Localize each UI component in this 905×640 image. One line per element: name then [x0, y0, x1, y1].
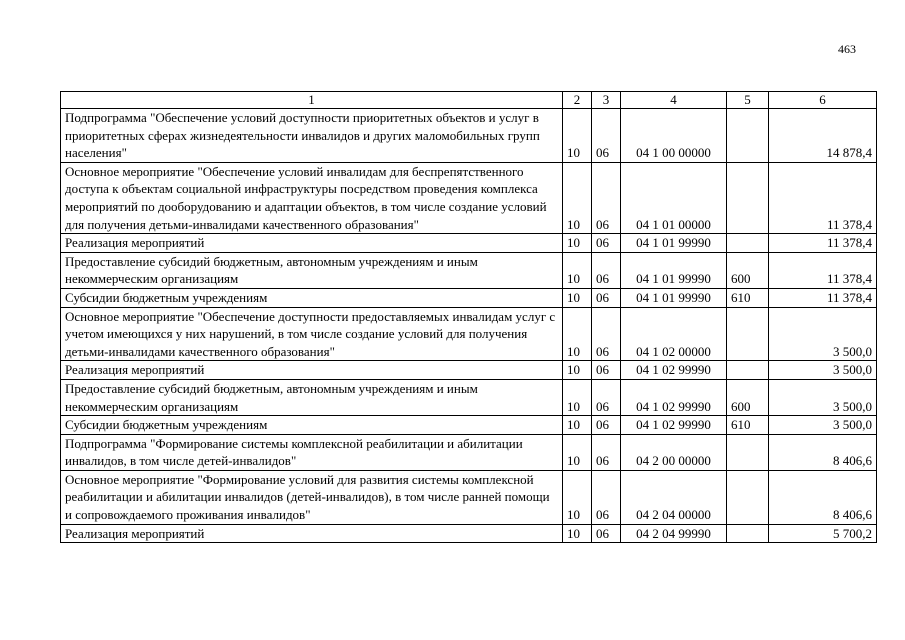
- amount-cell: 8 406,6: [769, 470, 877, 524]
- row-name-cell: Реализация мероприятий: [61, 234, 563, 253]
- row-name-cell: Предоставление субсидий бюджетным, автономным учреждениям и иным некоммерческим организациям: [61, 379, 563, 415]
- row-name-cell: Субсидии бюджетным учреждениям: [61, 416, 563, 435]
- subsection-code-cell: 06: [592, 162, 621, 233]
- table-row: [61, 234, 877, 253]
- target-article-cell: 04 1 02 99990: [621, 379, 727, 415]
- target-article-cell: 04 1 01 99990: [621, 234, 727, 253]
- section-code-cell: 10: [563, 379, 592, 415]
- expense-type-cell: 600: [727, 379, 769, 415]
- table-row: [61, 434, 877, 470]
- target-article-cell: 04 1 01 99990: [621, 288, 727, 307]
- row-name-cell: Основное мероприятие "Обеспечение доступности предоставляемых инвалидам услуг с учетом имеющихся у них нарушений, в том числе создание условий для получения детьми-инвалидами качественного образования": [61, 307, 563, 361]
- expense-type-cell: 610: [727, 416, 769, 435]
- table-row: [61, 416, 877, 435]
- table-row: [61, 361, 877, 380]
- target-article-cell: 04 1 02 99990: [621, 361, 727, 380]
- table-row: [61, 162, 877, 233]
- section-code-cell: 10: [563, 524, 592, 543]
- table-row: [61, 524, 877, 543]
- table-row: [61, 379, 877, 415]
- row-name-cell: Подпрограмма "Формирование системы комплексной реабилитации и абилитации инвалидов, в том числе детей-инвалидов": [61, 434, 563, 470]
- amount-cell: 3 500,0: [769, 307, 877, 361]
- column-header: 1: [61, 92, 563, 109]
- expense-type-cell: [727, 524, 769, 543]
- expense-type-cell: [727, 234, 769, 253]
- subsection-code-cell: 06: [592, 307, 621, 361]
- row-name-cell: Подпрограмма "Обеспечение условий доступности приоритетных объектов и услуг в приоритетных сферах жизнедеятельности инвалидов и других маломобильных групп населения": [61, 109, 563, 163]
- section-code-cell: 10: [563, 288, 592, 307]
- target-article-cell: 04 2 04 99990: [621, 524, 727, 543]
- subsection-code-cell: 06: [592, 470, 621, 524]
- expense-type-cell: 600: [727, 252, 769, 288]
- section-code-cell: 10: [563, 234, 592, 253]
- subsection-code-cell: 06: [592, 252, 621, 288]
- subsection-code-cell: 06: [592, 524, 621, 543]
- section-code-cell: 10: [563, 470, 592, 524]
- row-name-cell: Реализация мероприятий: [61, 524, 563, 543]
- table-row: [61, 470, 877, 524]
- row-name-cell: Предоставление субсидий бюджетным, автономным учреждениям и иным некоммерческим организациям: [61, 252, 563, 288]
- amount-cell: 11 378,4: [769, 162, 877, 233]
- expense-type-cell: [727, 361, 769, 380]
- target-article-cell: 04 2 00 00000: [621, 434, 727, 470]
- amount-cell: 11 378,4: [769, 252, 877, 288]
- expense-type-cell: [727, 470, 769, 524]
- section-code-cell: 10: [563, 162, 592, 233]
- column-header: 3: [592, 92, 621, 109]
- table-row: [61, 252, 877, 288]
- amount-cell: 11 378,4: [769, 234, 877, 253]
- target-article-cell: 04 1 00 00000: [621, 109, 727, 163]
- amount-cell: 5 700,2: [769, 524, 877, 543]
- row-name-cell: Основное мероприятие "Формирование условий для развития системы комплексной реабилитации и абилитации инвалидов (детей-инвалидов), в том числе ранней помощи и сопровождаемого проживания инвалидов": [61, 470, 563, 524]
- column-header: 5: [727, 92, 769, 109]
- table-row: [61, 307, 877, 361]
- expense-type-cell: 610: [727, 288, 769, 307]
- table-header-row: [61, 92, 877, 109]
- target-article-cell: 04 1 01 99990: [621, 252, 727, 288]
- target-article-cell: 04 1 02 00000: [621, 307, 727, 361]
- table-row: [61, 288, 877, 307]
- section-code-cell: 10: [563, 252, 592, 288]
- row-name-cell: Субсидии бюджетным учреждениям: [61, 288, 563, 307]
- subsection-code-cell: 06: [592, 234, 621, 253]
- amount-cell: 3 500,0: [769, 379, 877, 415]
- amount-cell: 11 378,4: [769, 288, 877, 307]
- target-article-cell: 04 1 02 99990: [621, 416, 727, 435]
- subsection-code-cell: 06: [592, 434, 621, 470]
- budget-table: [60, 91, 877, 543]
- amount-cell: 3 500,0: [769, 416, 877, 435]
- row-name-cell: Реализация мероприятий: [61, 361, 563, 380]
- section-code-cell: 10: [563, 416, 592, 435]
- row-name-cell: Основное мероприятие "Обеспечение условий инвалидам для беспрепятственного доступа к объектам социальной инфраструктуры посредством проведения комплекса мероприятий по дооборудованию и адаптации объектов, в том числе создание условий для получения детьми-инвалидами качественного образования": [61, 162, 563, 233]
- subsection-code-cell: 06: [592, 361, 621, 380]
- amount-cell: 14 878,4: [769, 109, 877, 163]
- target-article-cell: 04 1 01 00000: [621, 162, 727, 233]
- section-code-cell: 10: [563, 307, 592, 361]
- table-row: [61, 109, 877, 163]
- subsection-code-cell: 06: [592, 379, 621, 415]
- subsection-code-cell: 06: [592, 416, 621, 435]
- expense-type-cell: [727, 162, 769, 233]
- column-header: 2: [563, 92, 592, 109]
- expense-type-cell: [727, 307, 769, 361]
- target-article-cell: 04 2 04 00000: [621, 470, 727, 524]
- subsection-code-cell: 06: [592, 288, 621, 307]
- section-code-cell: 10: [563, 361, 592, 380]
- section-code-cell: 10: [563, 109, 592, 163]
- expense-type-cell: [727, 434, 769, 470]
- amount-cell: 8 406,6: [769, 434, 877, 470]
- expense-type-cell: [727, 109, 769, 163]
- column-header: 4: [621, 92, 727, 109]
- subsection-code-cell: 06: [592, 109, 621, 163]
- section-code-cell: 10: [563, 434, 592, 470]
- page-number: 463: [838, 42, 856, 56]
- column-header: 6: [769, 92, 877, 109]
- amount-cell: 3 500,0: [769, 361, 877, 380]
